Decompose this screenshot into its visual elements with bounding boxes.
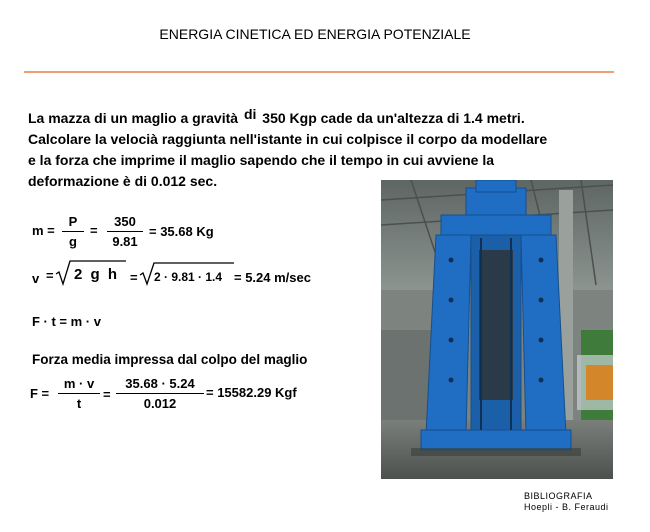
force-fraction-2-numerator: 35.68 · 5.24 [116, 376, 204, 394]
force-caption: Forza media impressa dal colpo del maglio [32, 352, 308, 367]
drop-hammer-photo [381, 180, 613, 479]
problem-line-2: Calcolare la velocià raggiunta nell'istante in cui colpisce il corpo da modellare [28, 131, 548, 147]
page-title: ENERGIA CINETICA ED ENERGIA POTENZIALE [159, 26, 471, 42]
force-lhs: F = [30, 386, 50, 401]
velocity-radicand-1: 2 g h [74, 266, 120, 283]
force-fraction-1 [58, 376, 100, 411]
problem-line-1b: 350 Kgp cade da un'altezza di 1.4 metri. [262, 110, 525, 126]
force-fraction-2-denominator: 0.012 [143, 396, 177, 411]
velocity-result: = 5.24 m/sec [234, 270, 311, 285]
problem-line-3: e la forza che imprime il maglio sapendo che il tempo in cui avviene la [28, 152, 495, 168]
force-fraction-1-denominator: t [76, 396, 82, 411]
problem-line-1-di: di [243, 106, 257, 122]
force-fraction-1-numerator: m · v [58, 376, 100, 394]
velocity-lhs: v [32, 271, 40, 286]
mass-fraction-2-numerator: 350 [107, 214, 143, 232]
bibliography [524, 491, 609, 513]
mass-eq-1: = [90, 223, 98, 238]
drop-hammer-illustration [381, 180, 613, 479]
title-divider [24, 71, 614, 73]
mass-fraction-1-denominator: g [69, 234, 77, 249]
force-eq-1: = [103, 387, 111, 402]
velocity-eq-2: = [130, 270, 138, 285]
mass-fraction-2 [107, 214, 143, 249]
formula-impulse: F · t = m · v [32, 314, 101, 329]
bibliography-title: BIBLIOGRAFIA [524, 491, 593, 501]
velocity-radicand-2: 2 · 9.81 · 1.4 [154, 270, 223, 284]
velocity-eq-1: = [46, 268, 54, 283]
force-result: = 15582.29 Kgf [206, 385, 297, 400]
mass-fraction-1-numerator: P [62, 214, 84, 232]
mass-fraction-2-denominator: 9.81 [112, 234, 138, 249]
force-fraction-2 [116, 376, 204, 411]
mass-result: = 35.68 Kg [149, 224, 214, 239]
bibliography-source: Hoepli - B. Feraudi [524, 502, 609, 512]
problem-line-1a: La mazza di un maglio a gravità [28, 110, 239, 126]
problem-line-4: deformazione è di 0.012 sec. [28, 173, 218, 189]
mass-fraction-1 [62, 214, 84, 249]
mass-lhs: m = [32, 223, 55, 238]
